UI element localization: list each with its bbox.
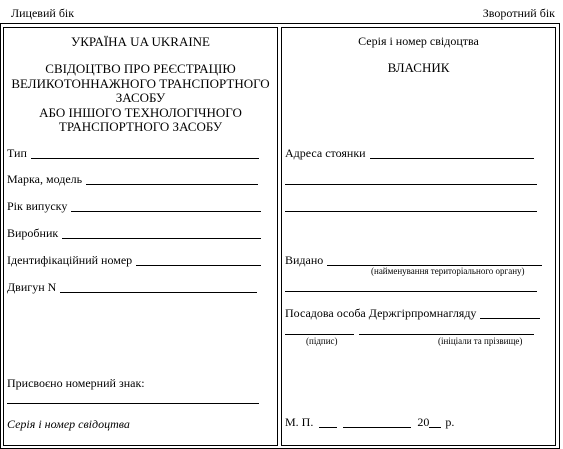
field-parking-address (285, 146, 534, 161)
address-label: Адреса стоянки (285, 146, 366, 160)
title-line-5: ТРАНСПОРТНОГО ЗАСОБУ (58, 119, 223, 134)
field-manufacturer-line[interactable] (62, 238, 261, 239)
year-suffix: р. (445, 415, 455, 429)
back-side-caption: Зворотний бік (482, 6, 555, 20)
field-year (7, 199, 261, 214)
plate-label: Присвоєно номерний знак: (7, 376, 145, 390)
stamp-label: М. П. (285, 415, 314, 429)
certificate-title (4, 62, 277, 135)
address-line-3[interactable] (285, 211, 537, 212)
front-side (3, 27, 278, 446)
owner-heading: ВЛАСНИК (387, 60, 450, 75)
title-line-3: ЗАСОБУ (115, 90, 166, 105)
field-year-line[interactable] (71, 211, 261, 212)
plate-line[interactable] (7, 403, 259, 404)
issued-hint: (найменування територіального органу) (371, 266, 525, 276)
field-engine (7, 280, 257, 295)
address-line-2[interactable] (285, 184, 537, 185)
issued-line-2[interactable] (285, 291, 537, 292)
field-manufacturer-label: Виробник (7, 226, 59, 240)
day-line[interactable] (319, 427, 337, 428)
title-line-2: ВЕЛИКОТОННАЖНОГО ТРАНСПОРТНОГО (11, 75, 270, 91)
field-make-model-label: Марка, модель (7, 172, 83, 186)
address-line-1[interactable] (370, 158, 534, 159)
field-engine-label: Двигун N (7, 280, 57, 294)
field-vin-label: Ідентифікаційний номер (7, 253, 133, 267)
year-prefix: 20 (417, 415, 430, 429)
field-engine-line[interactable] (60, 292, 257, 293)
field-year-label: Рік випуску (7, 199, 68, 213)
year-line[interactable] (429, 427, 441, 428)
official-line[interactable] (480, 318, 540, 319)
field-type (7, 146, 259, 161)
front-series-label: Серія і номер свідоцтва (7, 417, 130, 431)
field-type-line[interactable] (31, 158, 259, 159)
title-line-4: АБО ІНШОГО ТЕХНОЛОГІЧНОГО (39, 104, 242, 120)
certificate-frame (0, 23, 560, 449)
official-label: Посадова особа Держгірпромнагляду (285, 306, 477, 320)
field-vin (7, 253, 261, 268)
back-side (281, 27, 556, 446)
name-hint: (ініціали та прізвище) (438, 336, 523, 346)
country-heading: УКРАЇНА UA UKRAINE (71, 34, 210, 49)
field-make-model-line[interactable] (86, 184, 258, 185)
field-vin-line[interactable] (136, 265, 261, 266)
back-series-header: Серія і номер свідоцтва (358, 34, 479, 48)
name-line[interactable] (359, 334, 534, 335)
field-type-label: Тип (7, 146, 27, 160)
month-line[interactable] (343, 427, 411, 428)
signature-line[interactable] (285, 334, 354, 335)
title-line-1: СВІДОЦТВО ПРО РЕЄСТРАЦІЮ (45, 61, 236, 76)
issued-label: Видано (285, 253, 324, 267)
stamp-row (285, 415, 454, 430)
field-make-model (7, 172, 258, 187)
signature-hint: (підпис) (306, 336, 338, 346)
field-manufacturer (7, 226, 261, 241)
front-side-caption: Лицевий бік (11, 6, 75, 20)
field-official (285, 306, 540, 321)
